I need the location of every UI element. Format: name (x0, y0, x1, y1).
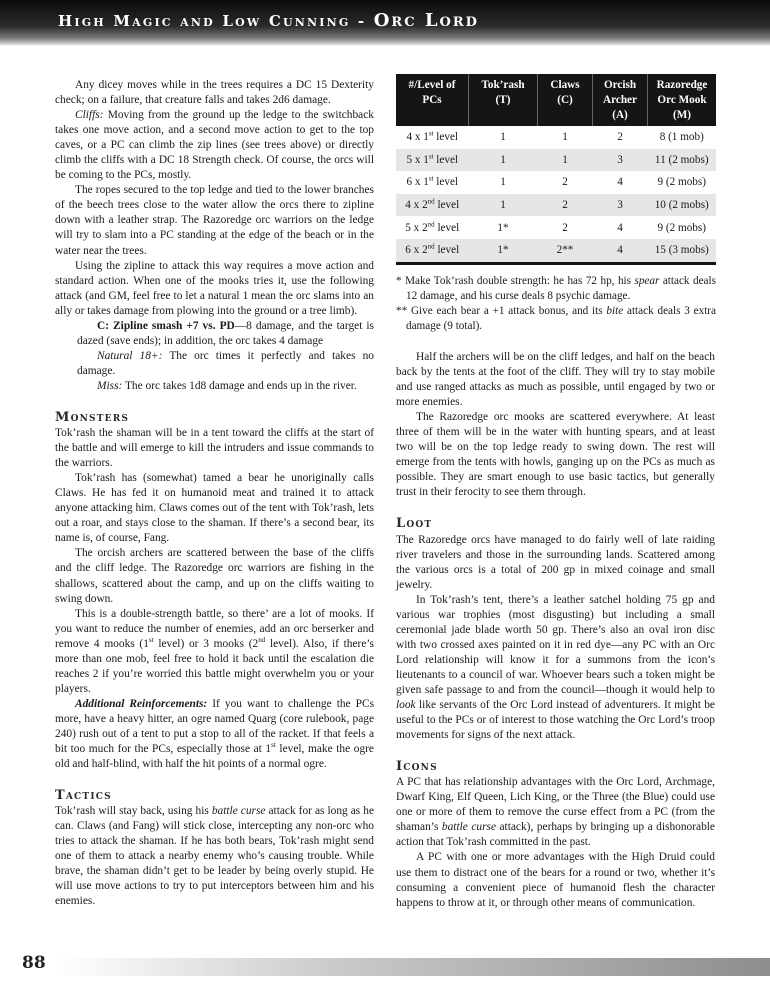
attack-text: —8 damage, and the target is dazed (save ends); in addition, the orc takes 4 damage (77, 319, 374, 347)
paragraph-loot (396, 593, 715, 743)
mob-table (396, 74, 716, 265)
text: A PC that has relationship advantages with the Orc Lord, Archmage, Dwarf King, Elf Queen, Lich King, or the Three (the Blue) could use one or more of them to remove the curse effect from a PC (from the shaman’s (396, 776, 715, 834)
text: like servants of the Orc Lord instead of adventurers. It might be useful to the PCs or of interest to those watching the Orc Lord’s troop movements for signs of the next attack. (396, 699, 715, 742)
running-head-accent: Orc Lord (373, 10, 479, 31)
paragraph: Tok’rash the shaman will be in a tent toward the cliffs at the start of the battle and will emerge to kill the intruders and issue commands to the warriors. (55, 427, 374, 470)
paragraph-cliffs (55, 108, 374, 183)
ordinal: nd (258, 635, 266, 644)
column-header: Razoredge Orc Mook (M) (648, 74, 717, 126)
text: level) or 3 mooks (2 (153, 637, 259, 650)
reinforcements-label: Additional Reinforcements: (75, 697, 208, 710)
cliffs-text: Moving from the ground up the ledge to the switchback takes one move action, and a second move action to get to the top caves, or a PC can climb the zip lines (see trees above) or directly climb the cliffs with a DC 18 Strength check. Of course, the orcs will be coming to the PCs, mostly. (55, 109, 374, 182)
paragraph-icons (396, 775, 715, 850)
paragraph: Tok’rash has (somewhat) tamed a bear he unoriginally calls Claws. He has fed it on humanoid meat and trained it to attack anyone attacking him. Claws comes out of the tent with Tok’rash, lets out a roar, and stays close to the shaman. If there’s a second bear, its name is, of course, Fang. (55, 472, 374, 545)
text: level). Also, if there’s more than one mob, feel free to hold it back until the escalation die reaches 2 if you’re worried this battle might overwhelm you or your players. (55, 637, 374, 695)
left-column (55, 78, 374, 909)
paragraph: Using the zipline to attack this way requires a move action and standard action. When one of the mooks tries it, use the following attack (and GM, feel free to let a natural 1 mean the orc slams into an ally or takes damage from plowing into the ground or a tree limb). (55, 259, 374, 317)
cliffs-label: Cliffs: (75, 109, 104, 122)
table-header-row (396, 74, 716, 126)
column-header: Tok’rash (T) (469, 74, 538, 126)
paragraph: The Razoredge orc mooks are scattered everywhere. At least three of them will be in the water with hunting spears, and at least two will be on the top ledge ready to swing down. The rest will emerge from the tents with howls, ganging up on the PCs as much as possible. They are smart enough to use basic tactics, but generally trust in their ferocity to see them through. (396, 411, 715, 499)
table-notes (396, 274, 716, 334)
text: level, make the ogre old and half-blind, with half the hit points of a normal ogre. (55, 743, 374, 771)
ordinal: st (148, 635, 154, 644)
paragraph: A PC with one or more advantages with the High Druid could use them to distract one of the bears for a round or two, whether it’s consuming a convenient piece of humanoid flesh the character happens to throw at it, or through other means of communication. (396, 851, 715, 909)
paragraph-strength (55, 607, 374, 697)
ordinal: st (271, 741, 276, 750)
mob-table-block (396, 74, 716, 334)
icons-heading: Icons (396, 759, 438, 775)
text: This is a double-strength battle, so there’ are a lot of mooks. If you want to reduce the number of enemies, add an orc berserker and remove 4 mooks (1 (55, 607, 374, 650)
loot-heading: Loot (396, 516, 433, 532)
monsters-heading: Monsters (55, 409, 130, 425)
battle-curse-term: battle curse (211, 805, 266, 818)
miss-text: The orc takes 1d8 damage and ends up in the river. (122, 379, 357, 392)
paragraph-tactics (55, 804, 374, 909)
text: attack), perhaps by bringing up a dishonorable action that Tok’rash committed in the past. (396, 821, 715, 849)
paragraph: The orcish archers are scattered between the base of the cliffs and the cliff ledge. The Razoredge orc warriors are fishing in the shallows, scattered about the camp, and up on the cliffs waiting to swing down. (55, 547, 374, 605)
miss-label: Miss: (97, 379, 123, 392)
right-column (396, 350, 715, 911)
tactics-heading: Tactics (55, 788, 112, 804)
page-number: 88 (22, 953, 46, 973)
attack-natural (55, 349, 374, 379)
text: If you want to challenge the PCs more, have a heavy hitter, an ogre named Quarg (core rulebook, page 240) rush out of a tent to put a stop to all of the racket. If that feels a bit too much for the PCs, especially those at 1 (55, 697, 375, 756)
attack-name: C: Zipline smash +7 vs. PD (97, 319, 235, 332)
footer-bar (56, 958, 770, 976)
emphasis: look (396, 699, 416, 712)
table-row: 4 x 1st level 1 1 2 8 (1 mob) (406, 129, 704, 144)
running-head-main: High Magic and Low Cunning - (58, 12, 374, 30)
paragraph-reinforcements (55, 697, 374, 772)
text: Tok’rash will stay back, using his (55, 805, 212, 818)
table-row: 6 x 1st level 1 2 4 9 (2 mobs) (406, 174, 706, 189)
table-row: 5 x 2nd level 1* 2 4 9 (2 mobs) (405, 219, 706, 234)
table-note: * Make Tok’rash double strength: he has 72 hp, his spear attack deals 12 damage, and his curse deals 8 psychic damage. (396, 274, 716, 302)
paragraph: Half the archers will be on the cliff ledges, and half on the beach back by the tents at the foot of the cliff. They will try to stay mobile and use ranged attacks as much as possible, until engaged by two or more enemies. (396, 351, 715, 409)
column-header: Orcish Archer (A) (593, 74, 648, 126)
table-note: ** Give each bear a +1 attack bonus, and its bite attack deals 3 extra damage (9 total). (396, 304, 716, 332)
battle-curse-term: battle curse (441, 821, 496, 834)
table-row: 4 x 2nd level 1 2 3 10 (2 mobs) (396, 194, 716, 217)
natural-label: Natural 18+: (97, 349, 163, 362)
paragraph: Any dicey moves while in the trees requires a DC 15 Dexterity check; on a failure, that creature falls and takes 2d6 damage. (55, 79, 374, 107)
column-header: Claws (C) (538, 74, 593, 126)
paragraph: The ropes secured to the top ledge and tied to the lower branches of the beech trees close to the water allow the orcs there to zipline down with a leather strap. The Razoredge orc warriors on the ledge will try to slam into a PC standing at the edge of the beach or in the water near the trees. (55, 184, 374, 257)
zipline-attack (55, 319, 374, 349)
text: In Tok’rash’s tent, there’s a leather satchel holding 75 gp and various war trophies (most disgusting) but including a small ceremonial jade blade worth 50 gp. There’s also an oval iron disc with two crossed axes painted on it in red dye—any PC with an Orc Lord relationship will know it for a summons from the icon’s lieutenants to a council of war. Whoever bears such a token might be given safe passage to and from the council—though it would help to (396, 593, 715, 696)
column-header: #/Level of PCs (396, 74, 469, 126)
attack-miss (55, 379, 374, 394)
natural-text: The orc times it perfectly and takes no damage. (77, 349, 374, 377)
running-head (58, 10, 479, 31)
text: attack for as long as he can. Claws (and Fang) will stick close, intercepting any non-orc who tries to attack the shaman. If he has both bears, Tok’rash might send one of them to attack a nearby enemy who’s causing trouble. While brave, the shaman didn’t get to be leader by being overly stupid. He will use move actions to try to put interceptors between him and his enemies. (55, 805, 374, 908)
table-row: 5 x 1st level 1 1 3 11 (2 mobs) (396, 149, 716, 172)
paragraph: The Razoredge orcs have managed to do fairly well of late raiding river travelers and those in the surrounding lands. Scattered among the various orcs is a total of 200 gp in mixed coinage and small jewelry. (396, 533, 715, 591)
table-row: 6 x 2nd level 1* 2** 4 15 (3 mobs) (396, 239, 716, 263)
